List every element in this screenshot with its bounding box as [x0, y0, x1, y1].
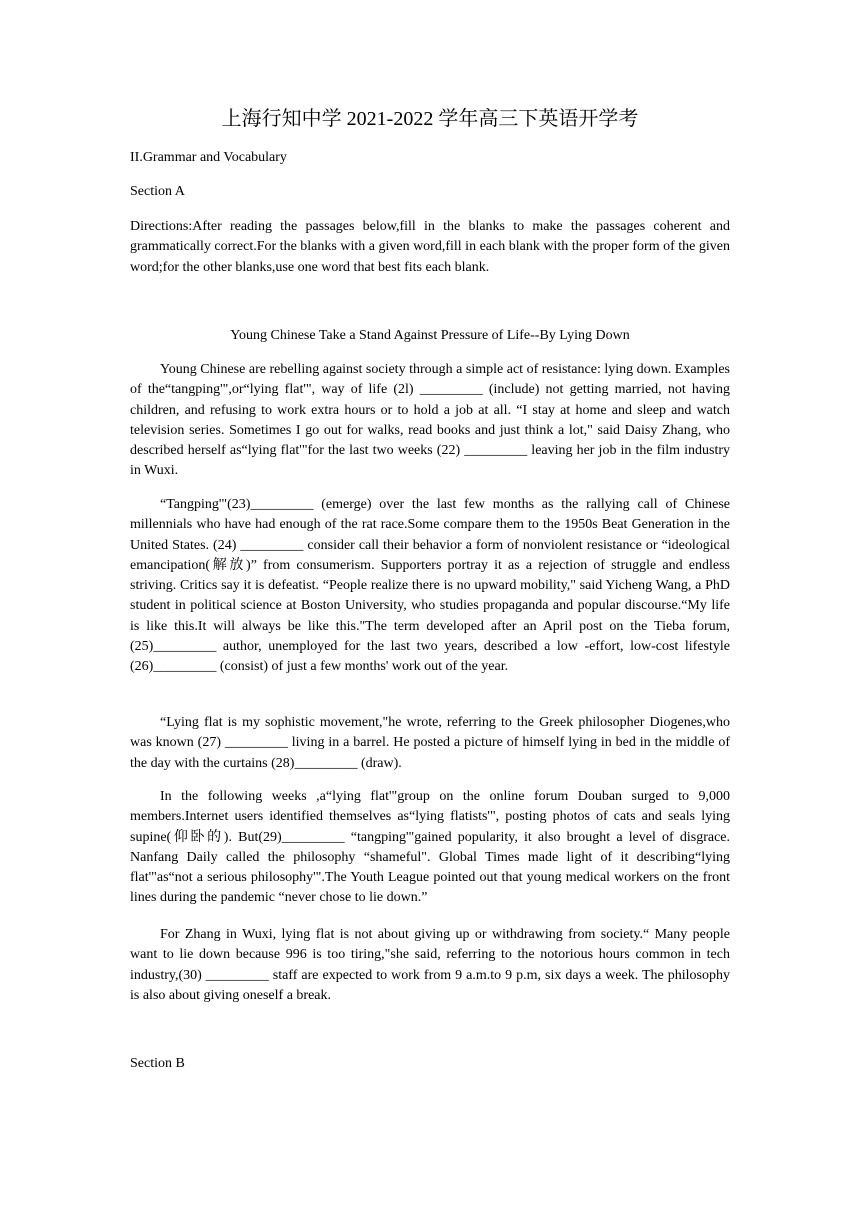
paragraph-1: Young Chinese are rebelling against society through a simple act of resistance: lying down. Examples of the“tangping'",or“lying flat'", way of life (2l) _________ (include) not getting married, not having children, and refusing to work extra hours or to hold a job at all. “I stay at home and sleep and watch television series. Sometimes I go out for walks, read books and just think a lot," said Daisy Zhang, who described herself as“lying flat'"for the last two weeks (22) _________ leaving her job in the film industry in Wuxi. — [130, 362, 730, 479]
paragraph-4: In the following weeks ,a“lying flat'"group on the online forum Douban surged to 9,000 members.Internet users identified themselves as“lying flatists'", posting photos of cats and seals lying supine(仰卧的). But(29)_________ “tangping'"gained popularity, it also brought a level of disgrace. Nanfang Daily called the philosophy “shameful". Global Times made light of it describing“lying flat'"as“not a serious philosophy'".The Youth League pointed out that young medical workers on the front lines during the pandemic “never chose to lie down.” — [130, 789, 730, 906]
directions-text: Directions:After reading the passages below,fill in the blanks to make the passages coherent and grammatically correct.For the blanks with a given word,fill in each blank with the proper form of the given word;for the other blanks,use one word that best fits each blank. — [130, 219, 730, 275]
paragraph-2: “Tangping'"(23)_________ (emerge) over the last few months as the rallying call of Chinese millennials who have had enough of the rat race.Some compare them to the 1950s Beat Generation in the United States. (24) _________ consider call their behavior a form of nonviolent resistance or “ideological emancipation(解放)” from consumerism. Supporters portray it as a rejection of struggle and endless striving. Critics say it is defeatist. “People realize there is no upward mobility," said Yicheng Wang, a PhD student in political science at Boston University, who studies propaganda and popular discourse.“My life is like this.It will always be like this."The term developed after an April post on the Tieba forum, (25)_________ author, unemployed for the last two years, described a low -effort, low-cost lifestyle (26)_________ (consist) of just a few months' work out of the year. — [130, 497, 730, 675]
document-title: 上海行知中学 2021-2022 学年高三下英语开学考 — [221, 108, 639, 130]
section-a-heading: Section A — [130, 184, 185, 199]
section-b-heading: Section B — [130, 1056, 185, 1071]
paragraph-5: For Zhang in Wuxi, lying flat is not about giving up or withdrawing from society.“ Many people want to lie down because 996 is too tiring,"she said, referring to the notorious hours common in tech industry,(30) _________ staff are expected to work from 9 a.m.to 9 p.m, six days a week. The philosophy is also about giving oneself a break. — [130, 927, 730, 1003]
passage-title: Young Chinese Take a Stand Against Pressure of Life--By Lying Down — [230, 328, 630, 343]
part-heading: II.Grammar and Vocabulary — [130, 150, 287, 165]
paragraph-3: “Lying flat is my sophistic movement,"he wrote, referring to the Greek philosopher Diogenes,who was known (27) _________ living in a barrel. He posted a picture of himself lying in bed in the middle of the day with the curtains (28)_________ (draw). — [130, 715, 730, 771]
